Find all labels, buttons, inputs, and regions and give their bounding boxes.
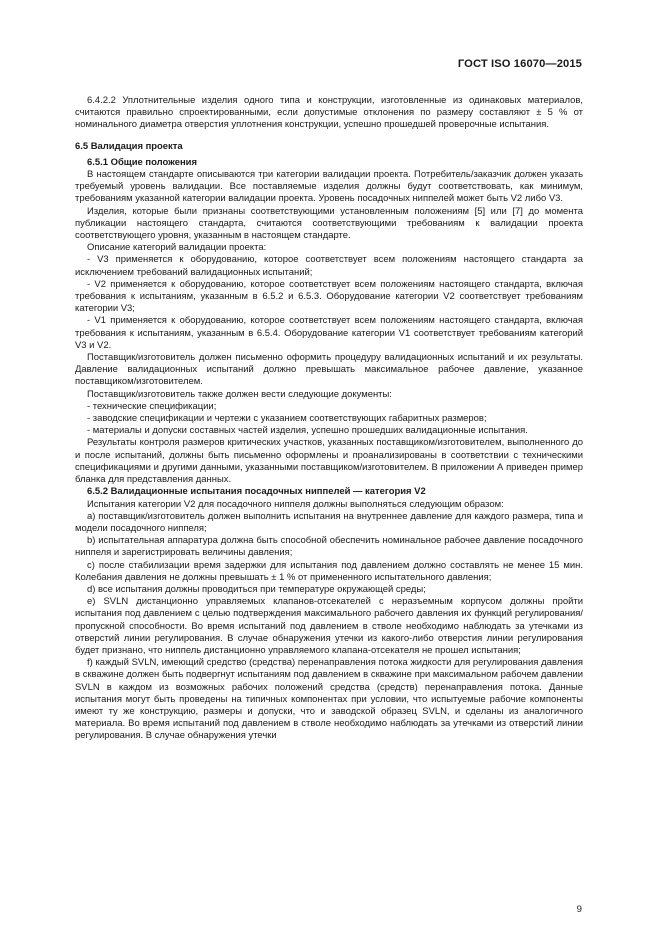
list-item: а) поставщик/изготовитель должен выполнить испытания на внутреннее давление для каждого размера, типа и модели посадочного ниппеля; [75,510,583,534]
subsection-heading-6-5-2: 6.5.2 Валидационные испытания посадочных ниппелей — категория V2 [87,486,426,498]
section-heading-6-5: 6.5 Валидация проекта [75,140,183,152]
list-item: b) испытательная аппаратура должна быть способной обеспечить номинальное рабочее давление посадочного ниппеля и зарегистрировать величины давления; [75,535,583,559]
list-item: - технические спецификации; [87,400,217,412]
document-code: ГОСТ ISO 16070—2015 [457,58,582,70]
paragraph-6-4-2-2: 6.4.2.2 Уплотнительные изделия одного типа и конструкции, изготовленные из одинаковых материалов, считаются правильно спроектированными, если допустимые отклонения по размеру составляют ± 5 % от номинального диаметра отверстия уплотнения конструкции, успешно прошедшей проверочные испытания. [75,95,583,131]
list-item: - V1 применяется к оборудованию, которое соответствует всем положениям настоящего стандарта, включая требования к испытаниям, указанным в 6.5.4. Оборудование категории V1 соответствует требованиям категорий V3 и V2. [75,315,583,351]
paragraph: Изделия, которые были признаны соответствующими установленным положениям [5] или [7] до момента публикации настоящего стандарта, считаются соответствующими требованиям к валидации проекта соответствующего уровня, указанным в настоящем стандарте. [75,205,583,242]
list-item: d) все испытания должны проводиться при температуре окружающей среды; [87,583,426,595]
list-item: e) SVLN дистанционно управляемых клапанов-отсекателей с неразъемным корпусом должны пройти испытания под давлением с целью подтверждения максимального рабочего давления их функций регулирования/пропускной способности. Во время испытаний под давлением в стволе необходимо наблюдать за утечками из отверстий линии регулирования. В случае обнаружения утечки из какого-либо отверстия линии регулирования будет признано, что ниппель дистанционно управляемого клапана-отсекателя не прошел испытания; [75,596,583,656]
paragraph: Поставщик/изготовитель также должен вести следующие документы: [87,388,392,400]
list-item: f) каждый SVLN, имеющий средство (средства) перенаправления потока жидкости для регулирования давления в скважине должен быть подвергнут испытаниям под давлением в скважине при максимальном рабочем давлении SVLN в каждом из возможных рабочих положений средства (средств) перенаправления потока. Данные испытания могут быть проведены на типичных компонентах при условии, что испытуемые рабочие компоненты имеют ту же конструкцию, размеры и допуски, что и заводской образец SVLN, и сделаны из аналогичного материала. Во время испытаний под давлением в стволе необходимо наблюдать за утечками из отверстий линии регулирования. В случае обнаружения утечки [75,657,583,742]
document-body [75,95,583,743]
page-number: 9 [576,904,582,915]
paragraph: Поставщик/изготовитель должен письменно оформить процедуру валидационных испытаний и их результаты. Давление валидационных испытаний должно превышать максимальное рабочее давление, указанное поставщиком/изготовителем. [75,352,583,388]
list-item: - материалы и допуски составных частей изделия, успешно прошедших валидационные испытания. [87,425,528,437]
paragraph: В настоящем стандарте описываются три категории валидации проекта. Потребитель/заказчик должен указать требуемый уровень валидации. Все поставляемые изделия должны будут соответствовать, как минимум, требованиям указанной категории валидации проекта. Уровень посадочных ниппелей может быть V2 либо V3. [75,169,583,205]
paragraph: Описание категорий валидации проекта: [87,242,267,254]
subsection-heading-6-5-1: 6.5.1 Общие положения [87,156,197,168]
list-item: - V2 применяется к оборудованию, которое соответствует всем положениям настоящего стандарта, включая требования к испытаниям, указанным в 6.5.2 и 6.5.3. Оборудование категории V2 соответствует требованиям категории V3; [75,278,583,315]
paragraph: Результаты контроля размеров критических участков, указанных поставщиком/изготовителем, выполненного до и после испытаний, должны быть письменно оформлены и проанализированы в соответствии с техническими спецификациями и другими данными, указанными поставщиком/изготовителем. В приложении А приведен пример бланка для представления данных. [75,437,583,486]
paragraph: Испытания категории V2 для посадочного ниппеля должны выполняться следующим образом: [87,498,504,510]
list-item: c) после стабилизации время задержки для испытания под давлением должно составлять не менее 15 мин. Колебания давления не должны превышать ± 1 % от примененного испытательного давления; [75,559,583,583]
list-item: - заводские спецификации и чертежи с указанием соответствующих габаритных размеров; [87,413,487,425]
list-item: - V3 применяется к оборудованию, которое соответствует всем положениям настоящего стандарта за исключением требований валидационных испытаний; [75,254,583,278]
